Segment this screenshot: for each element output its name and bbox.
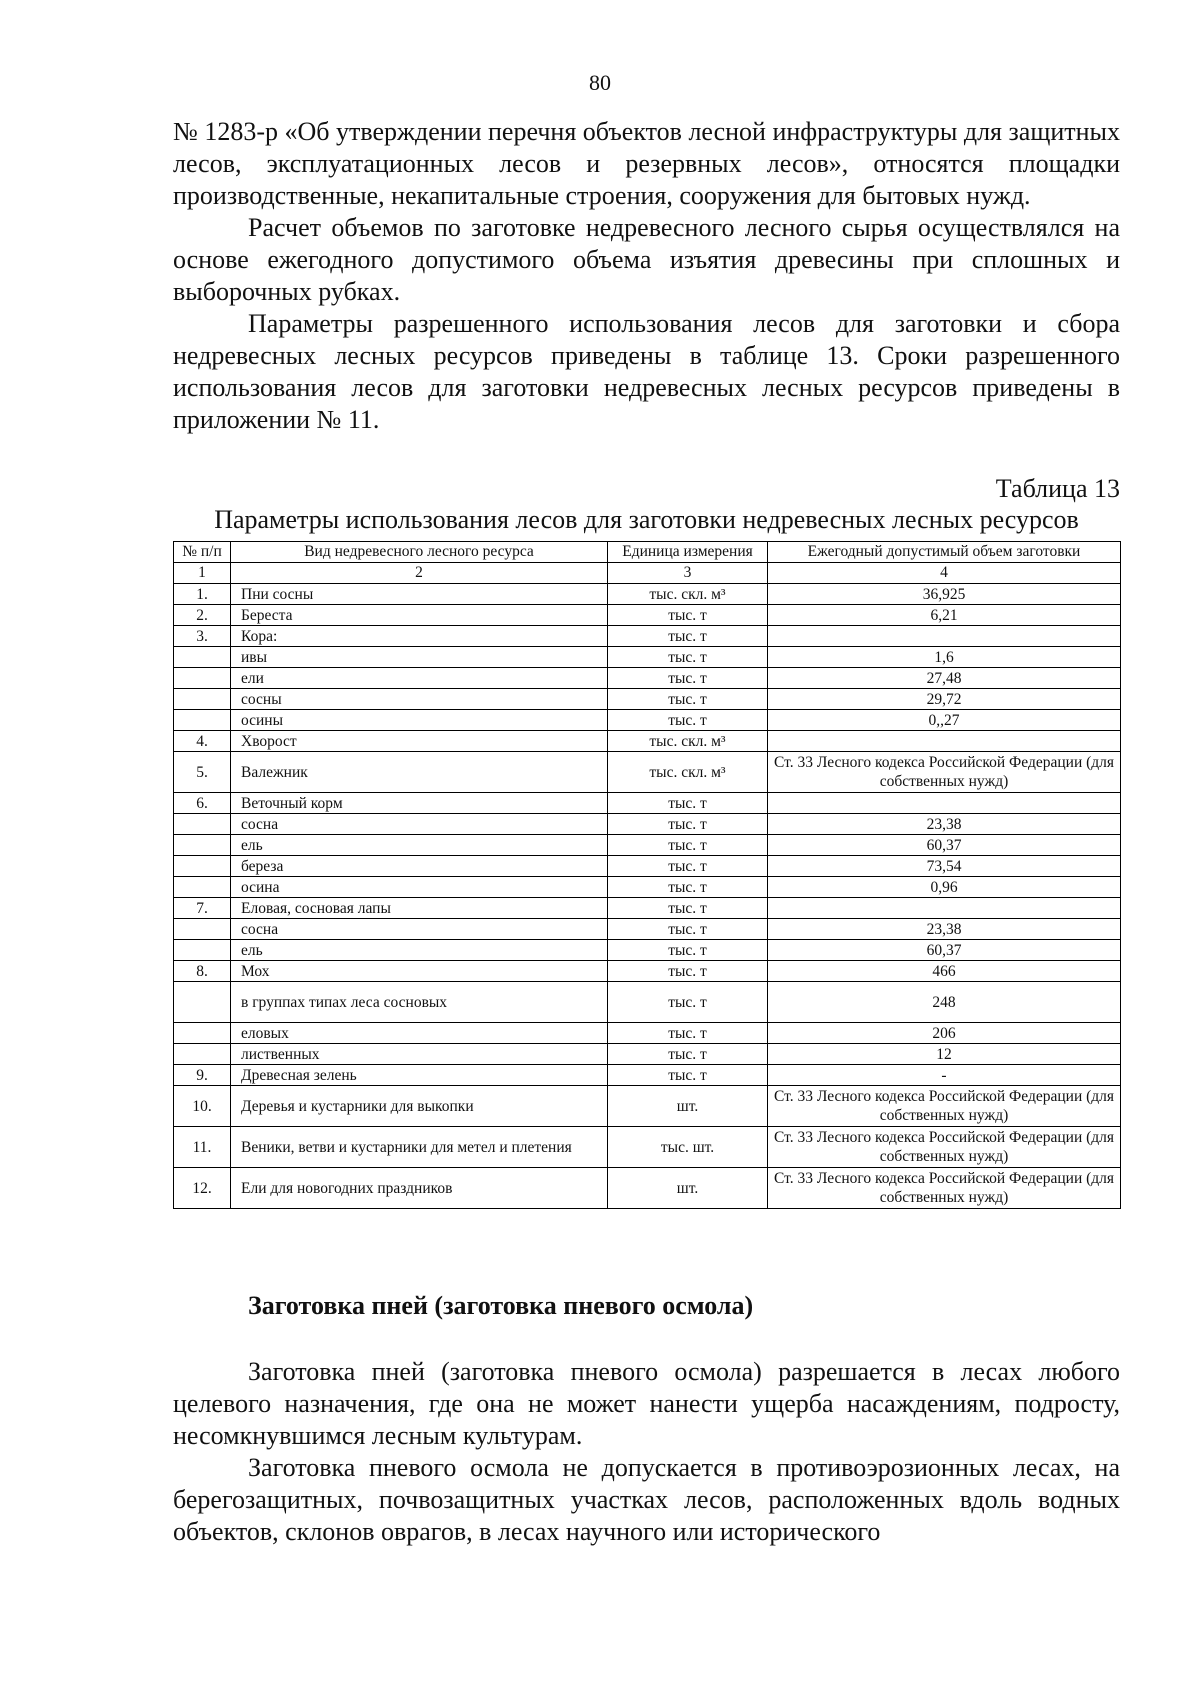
cell-volume: Ст. 33 Лесного кодекса Российской Федерации (для собственных нужд) <box>768 1127 1121 1168</box>
intro-paragraph: Параметры разрешенного использования лесов для заготовки и сбора недревесных лесных ресурсов приведены в таблице 13. Сроки разрешенного использования лесов для заготовки недревесных лесных ресурсов приведены в приложении № 11. <box>173 309 1120 434</box>
cell-volume: 466 <box>768 961 1121 982</box>
column-number: 2 <box>231 563 608 584</box>
cell-num: 1. <box>174 584 231 605</box>
table-row <box>174 961 1121 982</box>
table-row <box>174 940 1121 961</box>
cell-unit: тыс. т <box>608 647 768 668</box>
table-row <box>174 835 1121 856</box>
cell-name: сосна <box>231 814 608 835</box>
cell-volume: 248 <box>768 982 1121 1023</box>
cell-volume: 23,38 <box>768 814 1121 835</box>
table-row <box>174 1023 1121 1044</box>
cell-unit: тыс. скл. м³ <box>608 731 768 752</box>
cell-name: Еловая, сосновая лапы <box>231 898 608 919</box>
cell-num: 3. <box>174 626 231 647</box>
cell-num: 5. <box>174 752 231 793</box>
cell-name: Веточный корм <box>231 793 608 814</box>
cell-name: береза <box>231 856 608 877</box>
table-row <box>174 1127 1121 1168</box>
cell-num: 2. <box>174 605 231 626</box>
cell-name: в группах типах леса сосновых <box>231 982 608 1023</box>
table-row <box>174 1065 1121 1086</box>
cell-name: Ели для новогодних праздников <box>231 1168 608 1209</box>
cell-name: еловых <box>231 1023 608 1044</box>
column-number: 3 <box>608 563 768 584</box>
table-label: Таблица 13 <box>995 474 1120 503</box>
cell-num: 7. <box>174 898 231 919</box>
cell-volume: Ст. 33 Лесного кодекса Российской Федерации (для собственных нужд) <box>768 1086 1121 1127</box>
cell-name: Веники, ветви и кустарники для метел и плетения <box>231 1127 608 1168</box>
page-number: 80 <box>589 70 611 95</box>
cell-volume <box>768 793 1121 814</box>
cell-volume: 1,6 <box>768 647 1121 668</box>
table-row <box>174 898 1121 919</box>
table-row <box>174 1044 1121 1065</box>
cell-unit: тыс. т <box>608 668 768 689</box>
cell-volume: 36,925 <box>768 584 1121 605</box>
cell-name: ель <box>231 835 608 856</box>
cell-unit: тыс. т <box>608 835 768 856</box>
cell-volume: 206 <box>768 1023 1121 1044</box>
section-paragraph: Заготовка пневого осмола не допускается в противоэрозионных лесах, на берегозащитных, почвозащитных участках лесов, расположенных вдоль водных объектов, склонов оврагов, в лесах научного или исторического <box>173 1453 1120 1546</box>
cell-unit: тыс. шт. <box>608 1127 768 1168</box>
column-number: 4 <box>768 563 1121 584</box>
cell-unit: шт. <box>608 1086 768 1127</box>
cell-unit: тыс. т <box>608 710 768 731</box>
table-row <box>174 1168 1121 1209</box>
table-body <box>174 584 1121 1209</box>
table-row <box>174 584 1121 605</box>
cell-unit: тыс. т <box>608 898 768 919</box>
cell-name: лиственных <box>231 1044 608 1065</box>
cell-name: Деревья и кустарники для выкопки <box>231 1086 608 1127</box>
cell-volume: 27,48 <box>768 668 1121 689</box>
cell-volume: Ст. 33 Лесного кодекса Российской Федерации (для собственных нужд) <box>768 1168 1121 1209</box>
table-row <box>174 668 1121 689</box>
cell-name: сосна <box>231 919 608 940</box>
cell-unit: тыс. т <box>608 961 768 982</box>
header-unit: Единица измерения <box>608 542 768 563</box>
cell-volume: 60,37 <box>768 835 1121 856</box>
cell-unit: тыс. скл. м³ <box>608 752 768 793</box>
cell-unit: тыс. т <box>608 1044 768 1065</box>
cell-unit: тыс. т <box>608 856 768 877</box>
cell-num: 12. <box>174 1168 231 1209</box>
cell-num: 6. <box>174 793 231 814</box>
table-row <box>174 647 1121 668</box>
cell-name: Мох <box>231 961 608 982</box>
cell-unit: тыс. т <box>608 940 768 961</box>
section-text <box>173 1356 1120 1548</box>
intro-paragraph: № 1283-р «Об утверждении перечня объектов лесной инфраструктуры для защитных лесов, эксплуатационных лесов и резервных лесов», относятся площадки производственные, некапитальные строения, сооружения для бытовых нужд. <box>173 117 1120 210</box>
section-paragraph: Заготовка пней (заготовка пневого осмола) разрешается в лесах любого целевого назначения, где она не может нанести ущерба насаждениям, подросту, несомкнувшимся лесным культурам. <box>173 1357 1120 1450</box>
resources-table <box>173 541 1121 1209</box>
header-name: Вид недревесного лесного ресурса <box>231 542 608 563</box>
cell-num <box>174 856 231 877</box>
cell-unit: тыс. скл. м³ <box>608 584 768 605</box>
header-num: № п/п <box>174 542 231 563</box>
cell-volume: 6,21 <box>768 605 1121 626</box>
table-row <box>174 982 1121 1023</box>
cell-unit: тыс. т <box>608 982 768 1023</box>
intro-text <box>173 116 1120 436</box>
cell-num: 10. <box>174 1086 231 1127</box>
cell-num <box>174 835 231 856</box>
cell-name: Древесная зелень <box>231 1065 608 1086</box>
cell-volume: 0,,27 <box>768 710 1121 731</box>
column-number: 1 <box>174 563 231 584</box>
table-row <box>174 1086 1121 1127</box>
cell-name: ель <box>231 940 608 961</box>
cell-name: сосны <box>231 689 608 710</box>
intro-paragraph: Расчет объемов по заготовке недревесного лесного сырья осуществлялся на основе ежегодного допустимого объема изъятия древесины при сплошных и выборочных рубках. <box>173 213 1120 306</box>
table-row <box>174 814 1121 835</box>
cell-volume: 60,37 <box>768 940 1121 961</box>
cell-unit: тыс. т <box>608 1023 768 1044</box>
cell-volume: 73,54 <box>768 856 1121 877</box>
cell-volume <box>768 626 1121 647</box>
table-row <box>174 919 1121 940</box>
cell-num <box>174 940 231 961</box>
table-title: Параметры использования лесов для заготовки недревесных лесных ресурсов <box>214 505 1079 534</box>
table-row <box>174 689 1121 710</box>
cell-volume: 12 <box>768 1044 1121 1065</box>
cell-unit: тыс. т <box>608 605 768 626</box>
header-volume: Ежегодный допустимый объем заготовки <box>768 542 1121 563</box>
cell-unit: тыс. т <box>608 814 768 835</box>
cell-volume: Ст. 33 Лесного кодекса Российской Федерации (для собственных нужд) <box>768 752 1121 793</box>
cell-name: Пни сосны <box>231 584 608 605</box>
cell-unit: шт. <box>608 1168 768 1209</box>
cell-num <box>174 1023 231 1044</box>
cell-num <box>174 1044 231 1065</box>
cell-name: осина <box>231 877 608 898</box>
cell-volume: 29,72 <box>768 689 1121 710</box>
cell-volume <box>768 731 1121 752</box>
table-row <box>174 731 1121 752</box>
table-row <box>174 793 1121 814</box>
cell-unit: тыс. т <box>608 626 768 647</box>
cell-unit: тыс. т <box>608 793 768 814</box>
table-row <box>174 877 1121 898</box>
cell-num <box>174 814 231 835</box>
cell-unit: тыс. т <box>608 1065 768 1086</box>
cell-unit: тыс. т <box>608 877 768 898</box>
cell-name: ивы <box>231 647 608 668</box>
cell-num <box>174 647 231 668</box>
cell-name: осины <box>231 710 608 731</box>
cell-num <box>174 919 231 940</box>
cell-unit: тыс. т <box>608 919 768 940</box>
table-row <box>174 856 1121 877</box>
table-row <box>174 605 1121 626</box>
cell-name: ели <box>231 668 608 689</box>
cell-num: 9. <box>174 1065 231 1086</box>
cell-num: 4. <box>174 731 231 752</box>
cell-num: 11. <box>174 1127 231 1168</box>
cell-num: 8. <box>174 961 231 982</box>
section-heading: Заготовка пней (заготовка пневого осмола) <box>248 1291 754 1320</box>
cell-volume: 23,38 <box>768 919 1121 940</box>
cell-num <box>174 710 231 731</box>
cell-num <box>174 668 231 689</box>
cell-num <box>174 877 231 898</box>
cell-unit: тыс. т <box>608 689 768 710</box>
cell-name: Валежник <box>231 752 608 793</box>
cell-volume: - <box>768 1065 1121 1086</box>
cell-name: Хворост <box>231 731 608 752</box>
cell-num <box>174 689 231 710</box>
cell-name: Береста <box>231 605 608 626</box>
cell-num <box>174 982 231 1023</box>
table-row <box>174 752 1121 793</box>
table-row <box>174 710 1121 731</box>
cell-volume <box>768 898 1121 919</box>
table-row <box>174 626 1121 647</box>
cell-name: Кора: <box>231 626 608 647</box>
cell-volume: 0,96 <box>768 877 1121 898</box>
